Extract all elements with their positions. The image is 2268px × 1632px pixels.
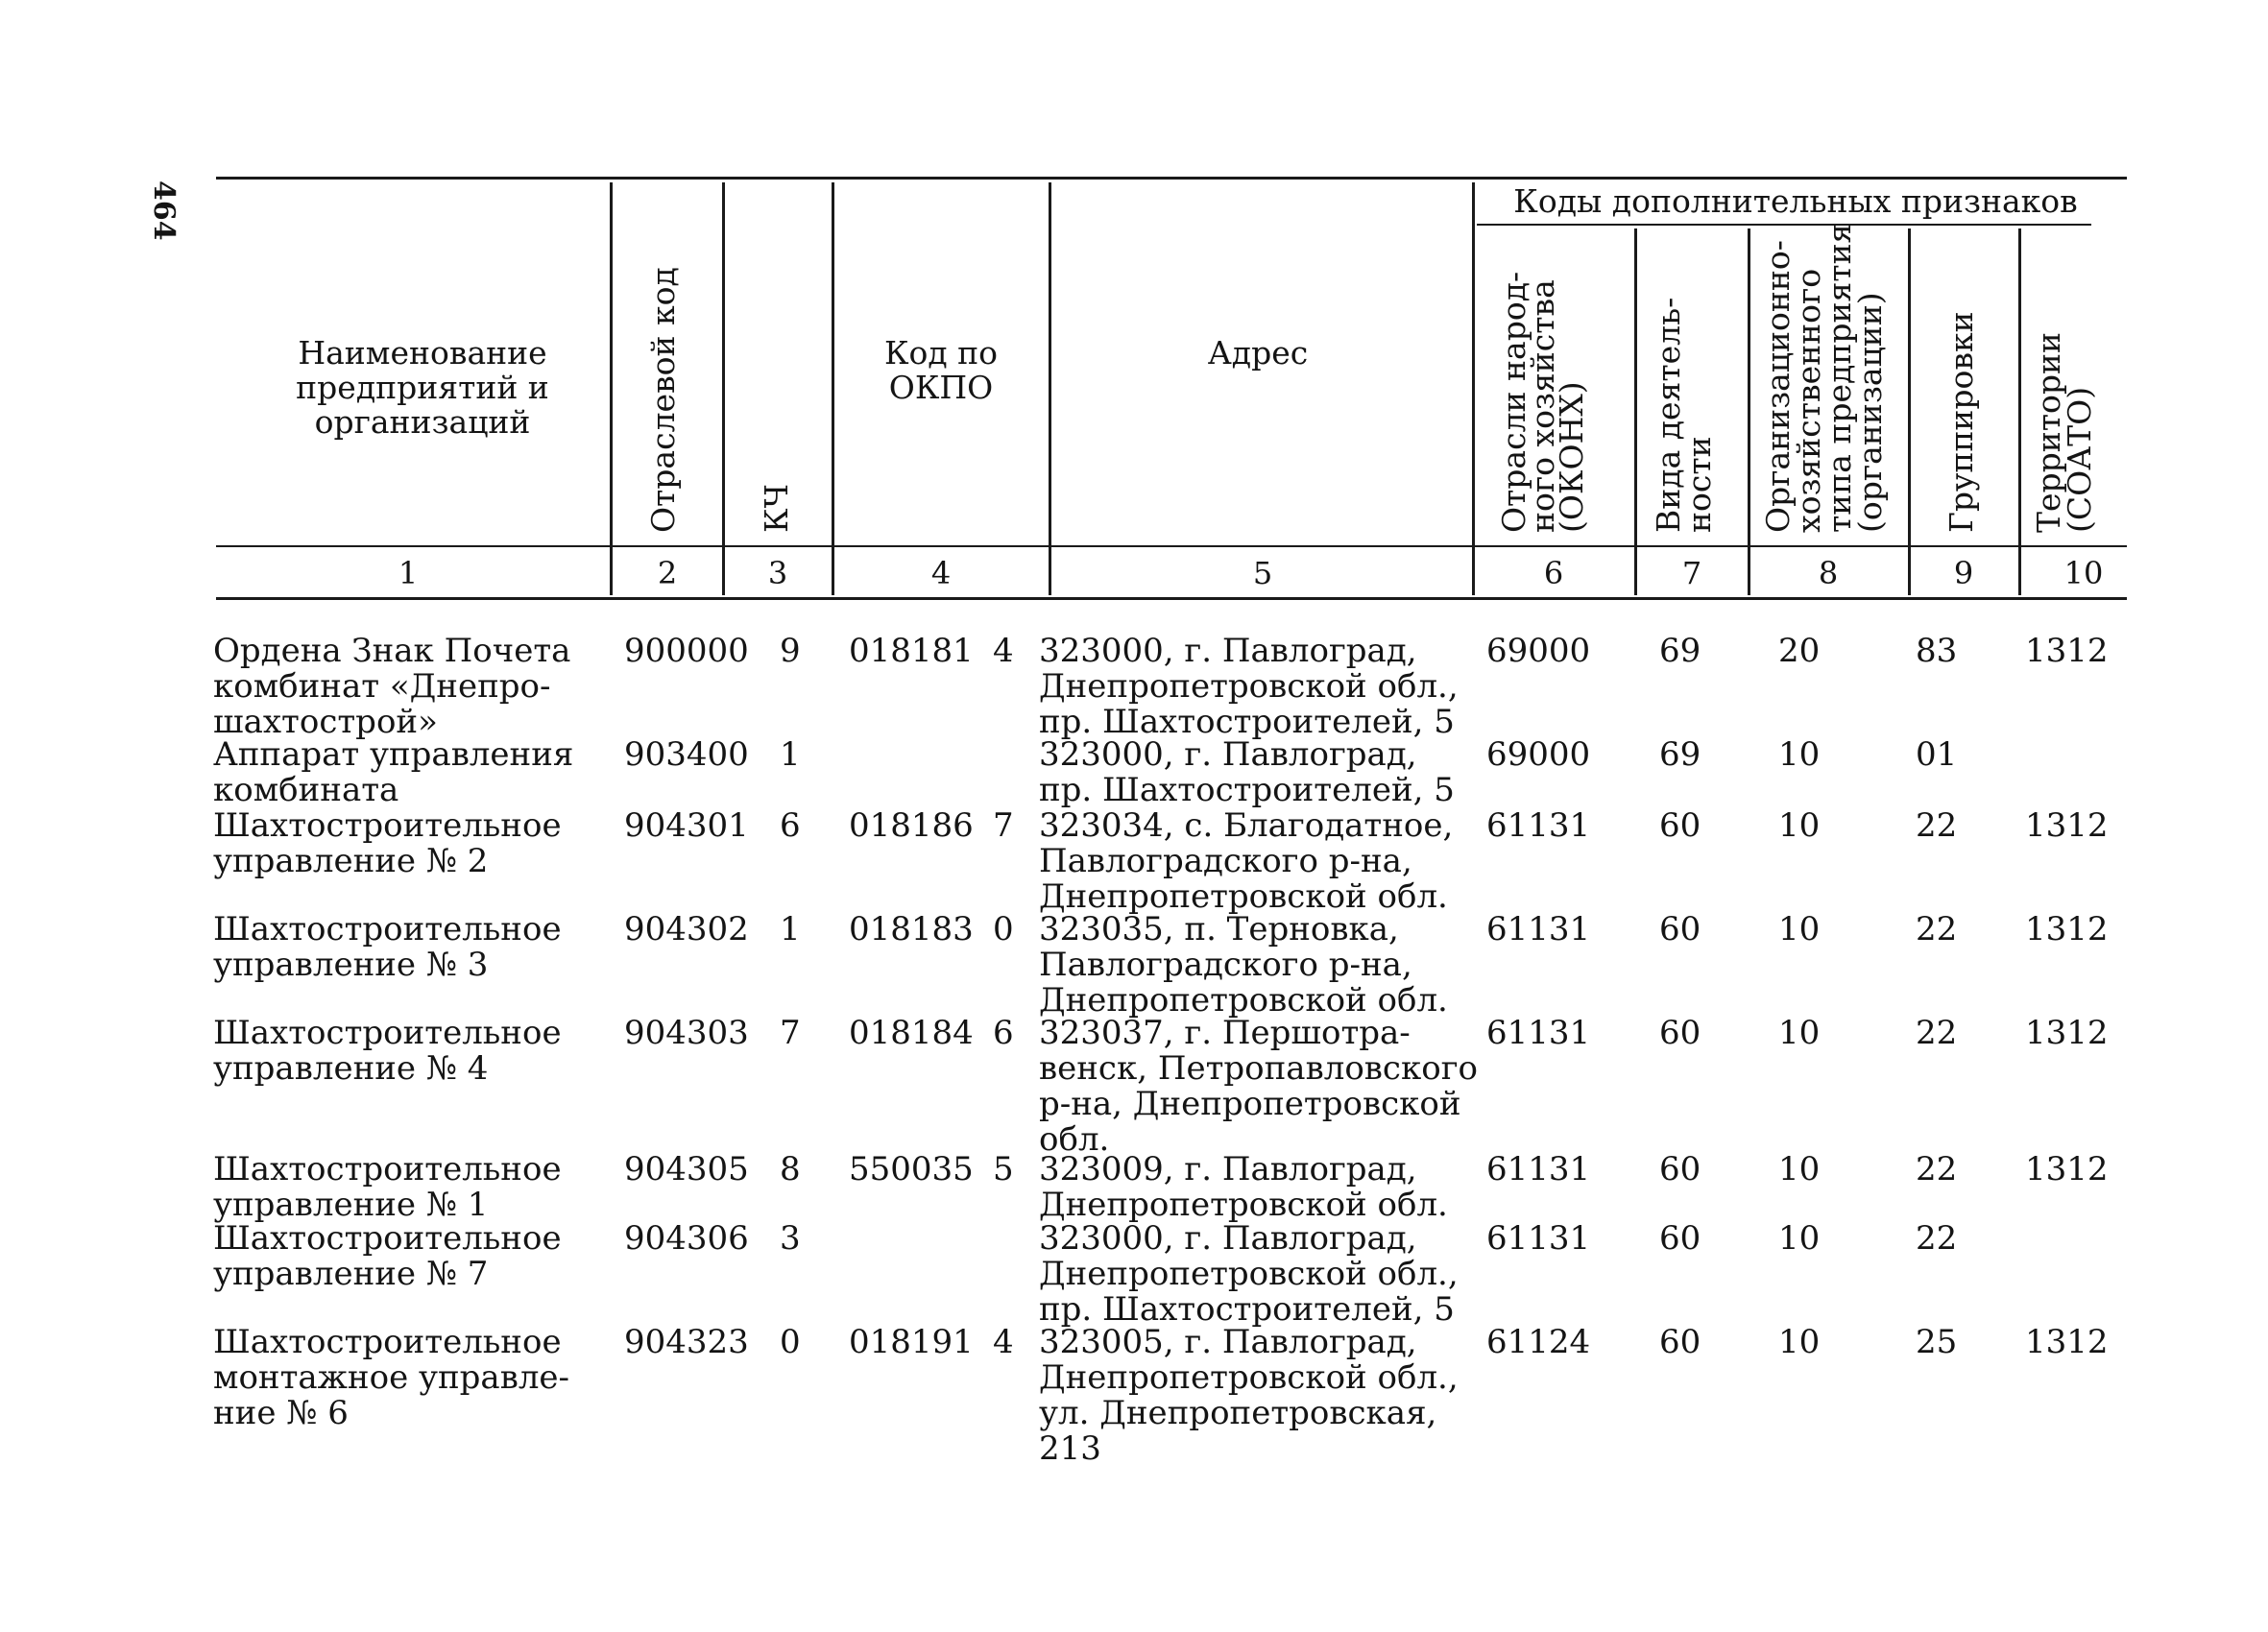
row-groupings: 22 xyxy=(1916,806,1958,845)
row-okpo: 018184 xyxy=(849,1014,974,1052)
row-kch: 1 xyxy=(780,910,801,948)
header-territory: Территории (СОАТО) xyxy=(2030,331,2098,533)
header-activity: Вида деятель- ности xyxy=(1650,297,1718,533)
row-territory: 1312 xyxy=(2025,910,2109,948)
header-address: Адрес xyxy=(1207,334,1309,372)
row-address: 323000, г. Павлоград, пр. Шахтостроителей, 5 xyxy=(1039,735,1455,809)
row-name: Шахтостроительное управление № 1 xyxy=(213,1150,562,1224)
row-branch-code: 900000 xyxy=(624,632,749,670)
row-branch-code: 904306 xyxy=(624,1219,749,1258)
row-okpo: 018191 xyxy=(849,1323,974,1361)
col-divider-9 xyxy=(2018,228,2021,595)
row-activity: 60 xyxy=(1659,806,1701,845)
row-address: 323000, г. Павлоград, Днепропетровской обл., пр. Шахтостроителей, 5 xyxy=(1039,1219,1459,1329)
header-name: Наименование предприятий и организаций xyxy=(296,334,549,441)
row-name: Ордена Знак Почета комбинат «Днепро-шахтострой» xyxy=(213,632,571,741)
header-okpo: Код по ОКПО xyxy=(883,334,999,406)
col-divider-4 xyxy=(1049,182,1051,595)
col-number-10: 10 xyxy=(2063,555,2104,591)
row-activity: 69 xyxy=(1659,632,1701,670)
row-org-type: 10 xyxy=(1778,1014,1821,1052)
col-number-1: 1 xyxy=(398,555,419,591)
row-okpo-check: 0 xyxy=(993,910,1014,948)
row-activity: 60 xyxy=(1659,1219,1701,1258)
col-divider-1 xyxy=(610,182,613,595)
col-divider-7 xyxy=(1748,228,1750,595)
row-name: Шахтостроительное управление № 7 xyxy=(213,1219,562,1293)
row-okonh: 61131 xyxy=(1486,806,1591,845)
header-divider-rule xyxy=(216,545,2127,547)
header-groupings: Группировки xyxy=(1942,311,1980,533)
row-groupings: 22 xyxy=(1916,910,1958,948)
row-kch: 0 xyxy=(780,1323,801,1361)
row-org-type: 10 xyxy=(1778,735,1821,774)
row-name: Шахтостроительное монтажное управле-ние № 6 xyxy=(213,1323,570,1432)
row-okpo-check: 5 xyxy=(993,1150,1014,1188)
col-divider-3 xyxy=(832,182,834,595)
row-kch: 6 xyxy=(780,806,801,845)
row-okpo: 018183 xyxy=(849,910,974,948)
row-okpo: 550035 xyxy=(849,1150,974,1188)
row-okpo-check: 7 xyxy=(993,806,1014,845)
row-kch: 8 xyxy=(780,1150,801,1188)
col-divider-2 xyxy=(722,182,725,595)
row-groupings: 22 xyxy=(1916,1219,1958,1258)
row-address: 323000, г. Павлоград, Днепропетровской обл., пр. Шахтостроителей, 5 xyxy=(1039,632,1459,741)
row-org-type: 10 xyxy=(1778,1323,1821,1361)
col-divider-8 xyxy=(1908,228,1911,595)
row-activity: 60 xyxy=(1659,1150,1701,1188)
row-okpo: 018186 xyxy=(849,806,974,845)
row-address: 323035, п. Терновка, Павлоградского р-на, Днепропетровской обл. xyxy=(1039,910,1448,1020)
col-number-8: 8 xyxy=(1818,555,1839,591)
row-okonh: 69000 xyxy=(1486,735,1591,774)
row-activity: 69 xyxy=(1659,735,1701,774)
row-name: Шахтостроительное управление № 3 xyxy=(213,910,562,984)
row-groupings: 22 xyxy=(1916,1014,1958,1052)
header-okonh: Отрасли народ- ного хозяйства (ОКОНХ) xyxy=(1495,271,1590,533)
col-number-4: 4 xyxy=(930,555,952,591)
header-group-title: Коды дополнительных признаков xyxy=(1513,182,2078,220)
row-territory: 1312 xyxy=(2025,1150,2109,1188)
row-address: 323034, с. Благодатное, Павлоградского р-на, Днепропетровской обл. xyxy=(1039,806,1454,916)
row-okonh: 61131 xyxy=(1486,1150,1591,1188)
col-divider-6 xyxy=(1634,228,1637,595)
row-okonh: 61131 xyxy=(1486,1014,1591,1052)
row-activity: 60 xyxy=(1659,1014,1701,1052)
table-top-rule xyxy=(216,177,2127,180)
col-number-3: 3 xyxy=(767,555,788,591)
row-branch-code: 904301 xyxy=(624,806,749,845)
row-org-type: 20 xyxy=(1778,632,1821,670)
col-number-7: 7 xyxy=(1681,555,1702,591)
col-number-6: 6 xyxy=(1543,555,1564,591)
row-address: 323037, г. Першотра- венск, Петропавловского р-на, Днепропетровской обл. xyxy=(1039,1014,1478,1159)
row-okpo: 018181 xyxy=(849,632,974,670)
row-address: 323009, г. Павлоград, Днепропетровской обл. xyxy=(1039,1150,1448,1224)
row-kch: 7 xyxy=(780,1014,801,1052)
row-org-type: 10 xyxy=(1778,1150,1821,1188)
header-branch-code: Отраслевой код xyxy=(644,267,682,533)
row-branch-code: 904303 xyxy=(624,1014,749,1052)
row-groupings: 01 xyxy=(1916,735,1958,774)
row-territory: 1312 xyxy=(2025,1014,2109,1052)
row-branch-code: 903400 xyxy=(624,735,749,774)
row-okonh: 61131 xyxy=(1486,910,1591,948)
row-territory: 1312 xyxy=(2025,1323,2109,1361)
row-okpo-check: 4 xyxy=(993,1323,1014,1361)
row-territory: 1312 xyxy=(2025,632,2109,670)
row-territory: 1312 xyxy=(2025,806,2109,845)
header-kch: КЧ xyxy=(758,483,795,533)
row-groupings: 25 xyxy=(1916,1323,1958,1361)
row-branch-code: 904302 xyxy=(624,910,749,948)
row-activity: 60 xyxy=(1659,1323,1701,1361)
row-branch-code: 904323 xyxy=(624,1323,749,1361)
col-divider-5 xyxy=(1472,182,1475,595)
header-bottom-rule xyxy=(216,597,2127,600)
row-okpo-check: 4 xyxy=(993,632,1014,670)
row-name: Шахтостроительное управление № 4 xyxy=(213,1014,562,1088)
row-okonh: 61124 xyxy=(1486,1323,1591,1361)
col-number-9: 9 xyxy=(1953,555,1974,591)
row-groupings: 22 xyxy=(1916,1150,1958,1188)
row-kch: 1 xyxy=(780,735,801,774)
row-activity: 60 xyxy=(1659,910,1701,948)
row-org-type: 10 xyxy=(1778,1219,1821,1258)
row-okonh: 61131 xyxy=(1486,1219,1591,1258)
col-number-2: 2 xyxy=(657,555,678,591)
row-org-type: 10 xyxy=(1778,806,1821,845)
row-groupings: 83 xyxy=(1916,632,1958,670)
row-name: Аппарат управления комбината xyxy=(213,735,574,809)
header-org-type: Организационно- хозяйственного типа предприятия (организации) xyxy=(1759,223,1889,533)
row-okpo-check: 6 xyxy=(993,1014,1014,1052)
row-org-type: 10 xyxy=(1778,910,1821,948)
row-kch: 9 xyxy=(780,632,801,670)
row-address: 323005, г. Павлоград, Днепропетровской обл., ул. Днепропетровская, 213 xyxy=(1039,1323,1459,1468)
col-number-5: 5 xyxy=(1252,555,1273,591)
page-number: 464 xyxy=(147,180,181,241)
row-kch: 3 xyxy=(780,1219,801,1258)
row-name: Шахтостроительное управление № 2 xyxy=(213,806,562,880)
row-okonh: 69000 xyxy=(1486,632,1591,670)
row-branch-code: 904305 xyxy=(624,1150,749,1188)
